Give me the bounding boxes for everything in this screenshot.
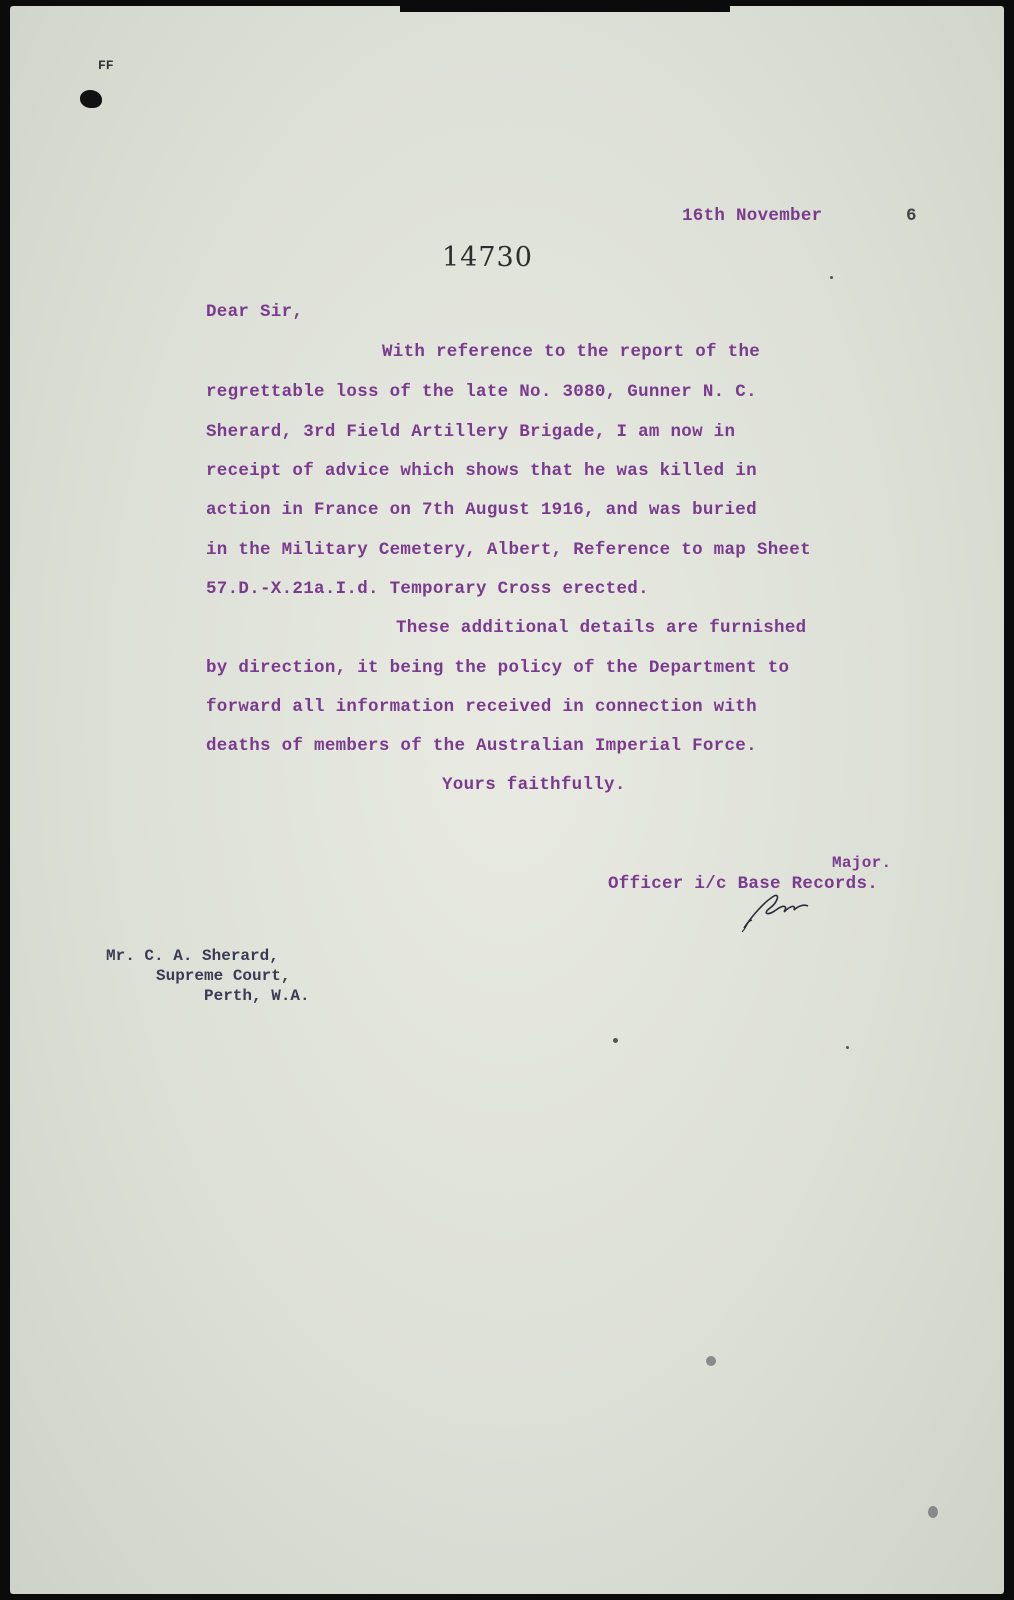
body-line: 57.D.-X.21a.I.d. Temporary Cross erected. <box>206 579 649 599</box>
paper-speck <box>928 1506 938 1518</box>
letter-page <box>10 6 1004 1594</box>
body-line: regrettable loss of the late No. 3080, Gunner N. C. <box>206 382 757 402</box>
paper-speck <box>846 1046 849 1049</box>
body-line: deaths of members of the Australian Imperial Force. <box>206 736 757 756</box>
paper-speck <box>706 1356 716 1366</box>
recipient-line: Perth, W.A. <box>204 987 310 1005</box>
reference-number: 14730 <box>442 242 533 273</box>
letter-date: 16th November <box>682 206 823 226</box>
ink-blot <box>80 90 102 108</box>
signature <box>738 888 812 934</box>
body-line: action in France on 7th August 1916, and was buried <box>206 500 757 520</box>
salutation: Dear Sir, <box>206 302 304 322</box>
signatory-rank: Major. <box>832 854 892 872</box>
body-line: by direction, it being the policy of the Department to <box>206 658 790 678</box>
recipient-name: Mr. C. A. Sherard, <box>106 947 279 965</box>
page-number: 6 <box>906 206 917 226</box>
body-line: receipt of advice which shows that he was killed in <box>206 461 757 481</box>
body-line: forward all information received in connection with <box>206 697 757 717</box>
paper-speck <box>613 1038 618 1043</box>
body-line: These additional details are furnished <box>396 618 807 638</box>
corner-mark: FF <box>98 58 114 73</box>
body-line: With reference to the report of the <box>382 342 761 362</box>
closing: Yours faithfully. <box>442 775 626 795</box>
signatory-title: Officer i/c Base Records. <box>608 874 879 894</box>
paper-speck <box>830 276 833 279</box>
torn-edge <box>400 6 730 12</box>
recipient-line: Supreme Court, <box>156 967 291 985</box>
body-line: in the Military Cemetery, Albert, Reference to map Sheet <box>206 540 811 560</box>
body-line: Sherard, 3rd Field Artillery Brigade, I am now in <box>206 422 736 442</box>
